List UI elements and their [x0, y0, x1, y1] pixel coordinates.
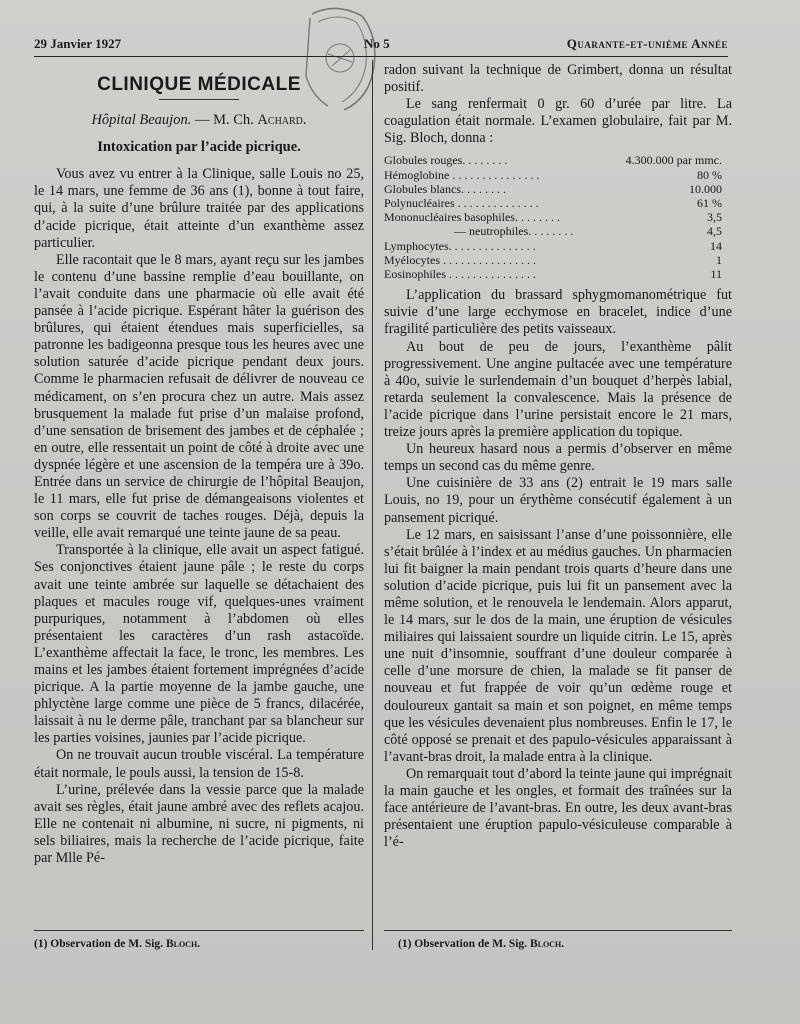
paragraph: Elle racontait que le 8 mars, ayant reçu sur les jambes le contenu d’une bassine remplie d’eau bouillante, on l’avait conduite dans une pharmacie où elle avait été pansée à l’acide picrique. Espérant hâter la guérison des brûlures, qui étaient étendues mais superficielles, sa patronne les badigeonna presque tous les heures avec une solution saturée d’acide picrique pendant deux jours. Comme le pharmacien refusait de délivrer de nouveau ce médicament, on s’en procura chez un autre. Mais assez brusquement la malade fut prise d’un malaise profond, d’une sensation de brisement des jambes et de céphalée ; en outre, elle ressentait un point de côté à droite avec une dyspnée légère et une ascension de la tempéra ure à 39o. Entrée dans un service de chirurgie de l’hôpital Beaujon, le 11 mars, elle fut prise de démangeaisons violentes et son corps se couvrit de taches rouges. Déjà, depuis la veille, elle avait remarqué une teinte jaune de sa peau.	[34, 251, 364, 542]
table-row: Polynucléaires . . . . . . . . . . . . . . 61 %	[384, 196, 722, 211]
paragraph: L’urine, prélevée dans la vessie parce que la malade avait ses règles, était jaune ambré avec des reflets acajou. Elle ne contenait ni albumine, ni sucre, ni pigments, ni sels biliaires, mais la recherche de l’acide picrique, faite par Mlle Pé-	[34, 781, 364, 867]
paragraph: Une cuisinière de 33 ans (2) entrait le 19 mars salle Louis, no 19, pour un érythème consécutif également à un pansement picriqué.	[384, 475, 732, 526]
table-row: Myélocytes . . . . . . . . . . . . . . . . 1	[384, 252, 722, 267]
footnote-rule	[384, 930, 732, 931]
author-prefix: — M. Ch.	[191, 112, 258, 129]
issue-date: 29 Janvier 1927	[34, 36, 122, 51]
professor-name: Achard.	[257, 112, 307, 129]
footnote-rule	[34, 930, 364, 931]
table-row: Globules rouges. . . . . . . . 4.300.000 par mmc.	[384, 153, 722, 168]
section-title: CLINIQUE MÉDICALE	[97, 74, 301, 95]
table-row: Eosinophiles . . . . . . . . . . . . . . . 11	[384, 267, 722, 282]
table-row: Hémoglobine . . . . . . . . . . . . . . . 80 %	[384, 167, 722, 182]
issue-number: No 5	[364, 36, 390, 51]
paragraph: radon suivant la technique de Grimbert, donna un résultat positif.	[384, 62, 732, 96]
table-row: — neutrophiles. . . . . . . . 4,5	[454, 224, 722, 239]
paragraph: On remarquait tout d’abord la teinte jaune qui imprégnait la main gauche et les ongles, et formait des traînées sur la face antérieure de l’avant-bras. En outre, les deux avant-bras présentaient une éruption papulo-vésiculeuse comparable à l’é-	[384, 765, 732, 851]
volume-year: Quarante-et-unième Année	[566, 36, 728, 51]
table-row: Globules blancs. . . . . . . . 10.000	[384, 181, 722, 196]
table-row: Mononucléaires basophiles. . . . . . . . 3,5	[384, 210, 722, 225]
column-divider	[372, 60, 373, 950]
footnote-left: (1) Observation de M. Sig. Bloch.	[34, 938, 201, 950]
table-row: Lymphocytes. . . . . . . . . . . . . . . 14	[384, 238, 722, 253]
title-rule	[159, 99, 239, 100]
paragraph: Transportée à la clinique, elle avait un aspect fatigué. Ses conjonctives étaient jaune pâle ; le reste du corps avait une teinte ambrée sur laquelle se détachaient des plaques et macules rouge vif, quelques-unes vraiment purpuriques, notamment à l’abdomen où elles présentaient les caractères d’un rash astacoïde. L’exanthème affectait la face, le tronc, les membres. Les mains et les jambes étaient fortement imprégnées d’acide picrique. A la partie moyenne de la jambe gauche, une phlyctène large comme une pièce de 5 francs, dilacérée, laissait à nu le derme pâle, tranchant par sa blancheur sur les parties voisines, jaunies par l’acide picrique.	[34, 542, 364, 747]
paragraph: Le 12 mars, en saisissant l’anse d’une poissonnière, elle s’était brûlée à l’index et au médius gauches. Un pharmacien lui fit baigner la main pendant trois quarts d’heure dans une solution d’acide picrique, puis lui fit un pansement avec la même solution, et le renouvela le lendemain. Alors apparut, le 14 mars, sur le dos de la main, une éruption de vésicules miliaires qui laissaient sourdre un liquide citrin. Le 15, après une nuit d’insomnie, souffrant d’une douleur comparée à celle d’une morsure de chien, la malade se fit panser de nouveau et fut frappée de voir qu’un œdème rouge et douloureux gantait sa main et son poignet, en même temps que les vésicules devenaient plus nombreuses. Enfin le 17, le côté opposé se prenait et des papulo-vésicules apparaissant à l’avant-bras droit, la malade entra à la clinique.	[384, 526, 732, 765]
paragraph: Vous avez vu entrer à la Clinique, salle Louis no 25, le 14 mars, une femme de 36 ans (1), bonne à tout faire, qui, à la suite d’une brûlure traitée par des applications d’acide picrique, était atteinte d’un exanthème assez particulier.	[34, 166, 364, 251]
hospital-line	[34, 112, 364, 129]
right-column	[384, 62, 732, 932]
blood-count-table	[384, 153, 732, 281]
header-rule	[34, 56, 728, 57]
paragraph: Un heureux hasard nous a permis d’observer en même temps un second cas du même genre.	[384, 441, 732, 475]
left-column	[34, 62, 364, 932]
footnote-right: (1) Observation de M. Sig. Bloch.	[398, 938, 565, 950]
paragraph: Au bout de peu de jours, l’exanthème pâlit progressivement. Une angine pultacée avec une température à 40o, suivie le surlendemain d’un bouquet d’herpès labial, retarda seulement la convalescence. Mais la présence de l’acide picrique dans l’urine persistait encore le 21 mars, treize jours après la première application du topique.	[384, 338, 732, 441]
hospital-name: Hôpital Beaujon.	[91, 112, 192, 129]
article-title: Intoxication par l’acide picrique.	[97, 139, 301, 156]
paragraph: On ne trouvait aucun trouble viscéral. La température était normale, le pouls aussi, la tension de 15-8.	[34, 747, 364, 781]
paragraph: Le sang renfermait 0 gr. 60 d’urée par litre. La coagulation était normale. L’examen globulaire, fait par M. Sig. Bloch, donna :	[384, 96, 732, 147]
page-header	[34, 36, 728, 54]
paragraph: L’application du brassard sphygmomanométrique fut suivie d’une large ecchymose en bracelet, indice d’une fragilité particulière des petits vaisseaux.	[384, 287, 732, 338]
